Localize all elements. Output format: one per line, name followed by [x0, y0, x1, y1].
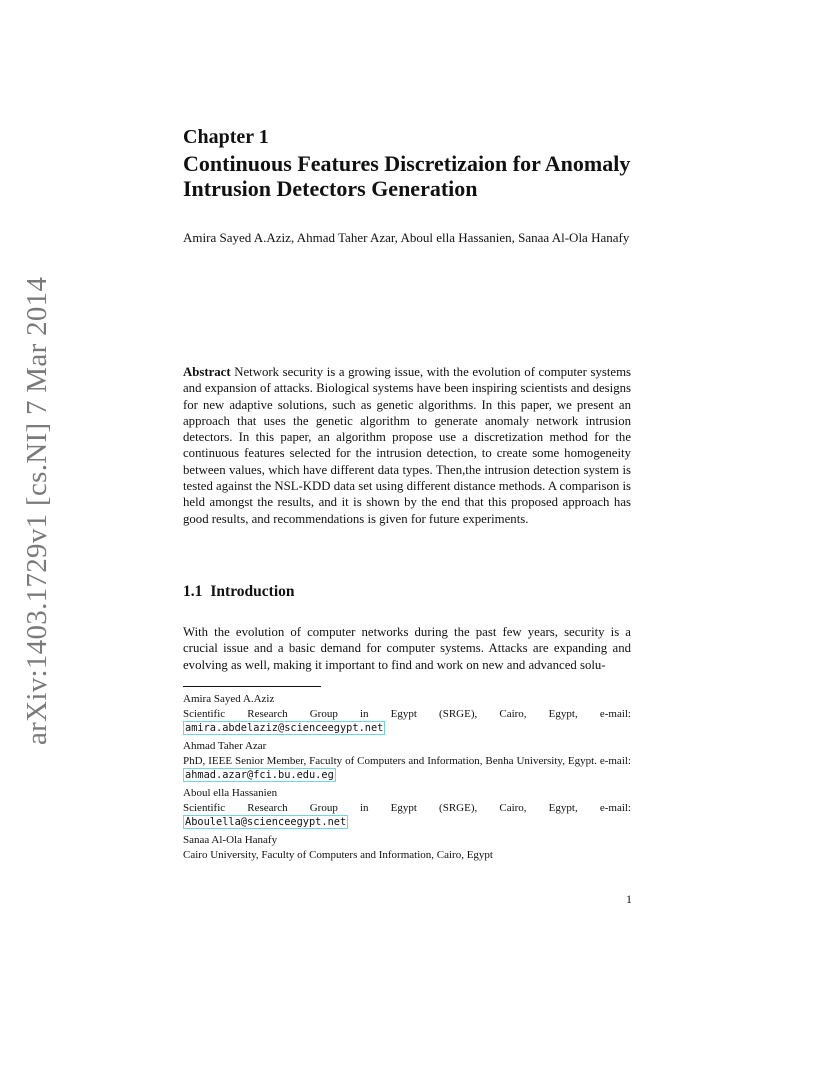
- footnote-name: Amira Sayed A.Aziz: [183, 693, 275, 705]
- arxiv-stamp: arXiv:1403.1729v1 [cs.NI] 7 Mar 2014: [21, 276, 53, 745]
- introduction-text: With the evolution of computer networks during the past few years, security is a crucial issue and a basic demand for computer systems. Attacks are expanding and evolving as well, making it important to find and work on new and advanced solu-: [183, 625, 631, 672]
- footnote-name: Sanaa Al-Ola Hanafy: [183, 834, 278, 846]
- page-number: 1: [626, 892, 632, 906]
- footnote-affiliation: PhD, IEEE Senior Member, Faculty of Computers and Information, Benha University, Egypt. e-mail:: [183, 754, 631, 767]
- footnote-affiliation: Scientific Research Group in Egypt (SRGE), Cairo, Egypt, e-mail:: [183, 707, 631, 720]
- section-title: Introduction: [210, 583, 295, 600]
- section-heading: [183, 583, 631, 601]
- email-link[interactable]: Aboulella@scienceegypt.net: [185, 816, 347, 828]
- abstract: [183, 364, 631, 527]
- abstract-text: Network security is a growing issue, with the evolution of computer systems and expansion of attacks. Biological systems have been inspiring scientists and designs for new adaptive solutions, such as genetic algorithms. In this paper, we present an approach that uses the genetic algorithm to generate anomaly network intrusion detectors. In this paper, an algorithm propose use a discretization method for the continuous features selected for the intrusion detection, to create some homogeneity between values, which have different data types. Then,the intrusion detection system is tested against the NSL-KDD data set using different distance methods. A comparison is held amongst the results, and it is shown by the end that this proposed approach has good results, and recommendations is given for future experiments.: [183, 365, 632, 526]
- email-link[interactable]: amira.abdelaziz@scienceegypt.net: [185, 722, 384, 734]
- author-list: Amira Sayed A.Aziz, Ahmad Taher Azar, Aboul ella Hassanien, Sanaa Al-Ola Hanafy: [183, 230, 630, 245]
- footnote-name: Aboul ella Hassanien: [183, 787, 278, 799]
- footnote-rule: [183, 686, 321, 687]
- footnote-author-4: [183, 833, 631, 862]
- section-number: 1.1: [183, 583, 203, 600]
- abstract-label: Abstract: [183, 365, 231, 379]
- footnote-name: Ahmad Taher Azar: [183, 740, 267, 752]
- chapter-label: Chapter 1: [183, 126, 269, 148]
- email-link[interactable]: ahmad.azar@fci.bu.edu.eg: [185, 769, 334, 781]
- footnote-affiliation: Scientific Research Group in Egypt (SRGE), Cairo, Egypt, e-mail:: [183, 801, 631, 814]
- paper-title: Continuous Features Discretizaion for Anomaly Intrusion Detectors Generation: [183, 151, 631, 201]
- footnote-author-1: [183, 692, 631, 736]
- footnote-affiliation: Cairo University, Faculty of Computers and Information, Cairo, Egypt: [183, 848, 493, 861]
- footnote-author-3: [183, 786, 631, 830]
- footnote-author-2: [183, 739, 631, 783]
